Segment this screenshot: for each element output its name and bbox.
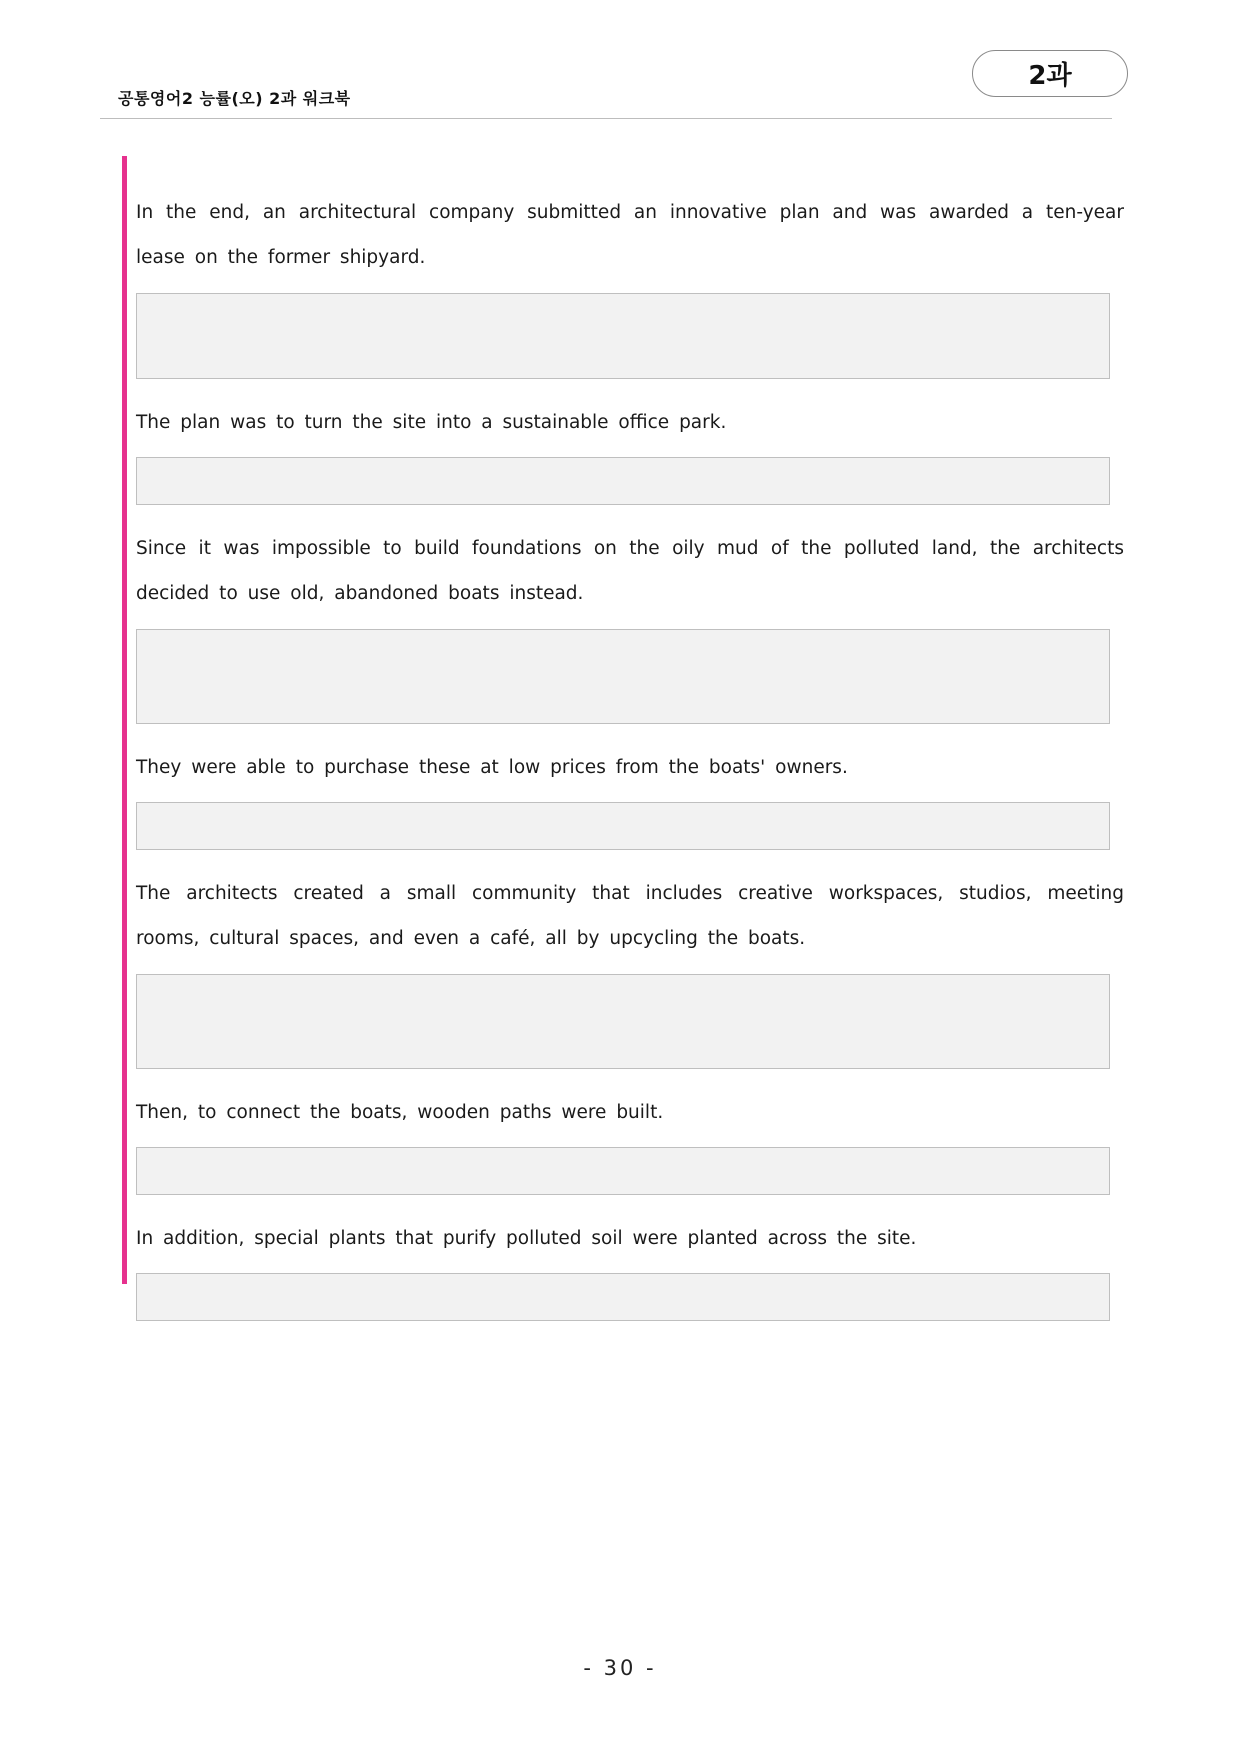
exercise-list — [136, 190, 1124, 1342]
page-number: - 30 - — [583, 1656, 657, 1680]
sentence-5: The architects created a small community that includes creative workspaces, studios, meeting rooms, cultural spaces, and even a café, all by upcycling the boats. — [136, 883, 1124, 949]
answer-box-7[interactable] — [136, 1273, 1110, 1321]
sentence-1: In the end, an architectural company submitted an innovative plan and was awarded a ten-year lease on the former shipyard. — [136, 202, 1124, 268]
answer-box-6[interactable] — [136, 1147, 1110, 1195]
answer-box-3[interactable] — [136, 629, 1110, 724]
sentence-7: In addition, special plants that purify polluted soil were planted across the site. — [136, 1228, 917, 1249]
sentence-4: They were able to purchase these at low prices from the boats' owners. — [136, 757, 848, 778]
answer-box-2[interactable] — [136, 457, 1110, 505]
section-accent-bar — [122, 156, 127, 1284]
answer-box-5[interactable] — [136, 974, 1110, 1069]
lesson-badge: 2과 — [972, 50, 1128, 97]
answer-box-4[interactable] — [136, 802, 1110, 850]
answer-box-1[interactable] — [136, 293, 1110, 379]
header-divider — [100, 118, 1112, 119]
sentence-6: Then, to connect the boats, wooden paths were built. — [136, 1102, 664, 1123]
sentence-2: The plan was to turn the site into a sustainable office park. — [136, 412, 727, 433]
sentence-3: Since it was impossible to build foundations on the oily mud of the polluted land, the architects decided to use old, abandoned boats instead. — [136, 538, 1124, 604]
workbook-title: 공통영어2 능률(오) 2과 워크북 — [118, 89, 351, 108]
